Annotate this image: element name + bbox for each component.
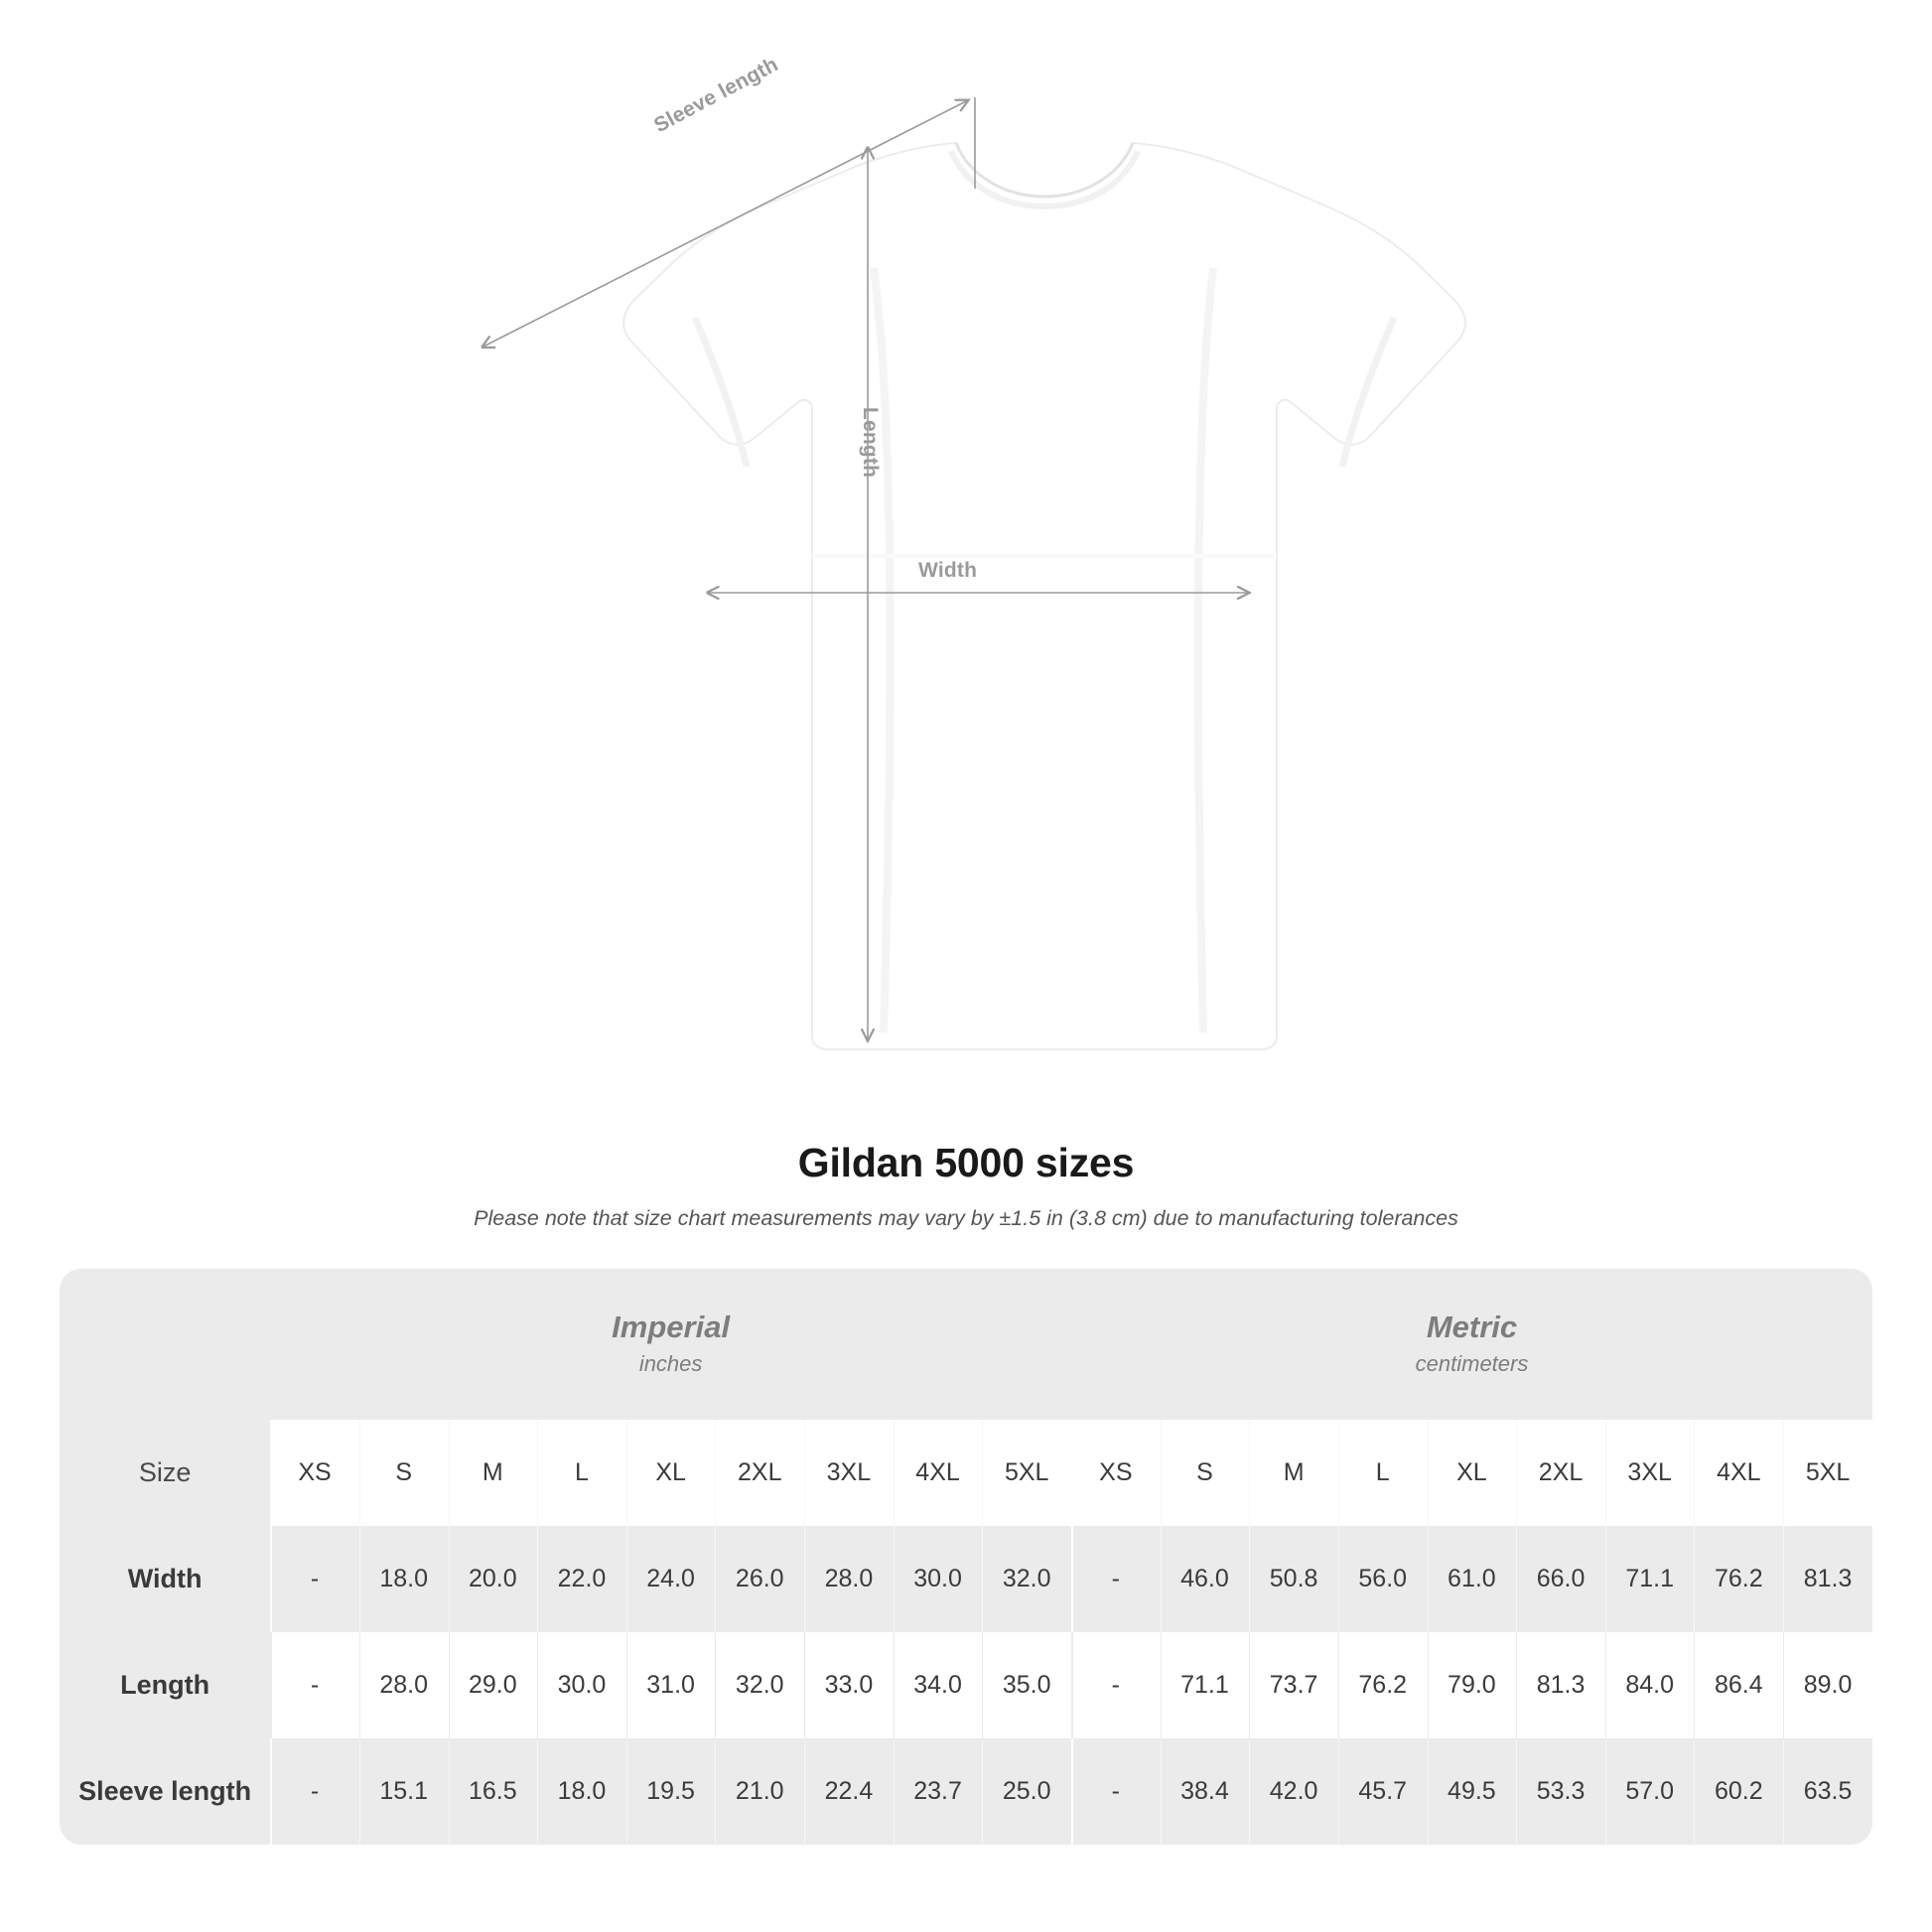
unit-row-spacer — [60, 1269, 270, 1420]
width-metric-m: 50.8 — [1249, 1526, 1338, 1632]
header-imperial-m: M — [449, 1420, 538, 1526]
header-metric-l: L — [1338, 1420, 1428, 1526]
length-metric-s: 71.1 — [1161, 1632, 1250, 1738]
header-metric-xs: XS — [1071, 1420, 1161, 1526]
length-metric-4xl: 86.4 — [1694, 1632, 1783, 1738]
length-metric-xs: - — [1071, 1632, 1161, 1738]
row-label-sleeve-length: Sleeve length — [60, 1738, 270, 1845]
unit-imperial-name: Imperial — [612, 1310, 731, 1345]
sleeve-imperial-4xl: 23.7 — [894, 1738, 983, 1845]
header-metric-xl: XL — [1428, 1420, 1517, 1526]
width-metric-xs: - — [1071, 1526, 1161, 1632]
sleeve-imperial-s: 15.1 — [359, 1738, 449, 1845]
length-imperial-2xl: 32.0 — [715, 1632, 804, 1738]
length-imperial-4xl: 34.0 — [894, 1632, 983, 1738]
length-imperial-xs: - — [270, 1632, 359, 1738]
header-metric-m: M — [1249, 1420, 1338, 1526]
header-imperial-4xl: 4XL — [894, 1420, 983, 1526]
length-imperial-xl: 31.0 — [626, 1632, 716, 1738]
header-imperial-xl: XL — [626, 1420, 716, 1526]
width-imperial-xl: 24.0 — [626, 1526, 716, 1632]
row-label-width: Width — [60, 1526, 270, 1632]
unit-header-row — [60, 1269, 1872, 1420]
tshirt-shape — [623, 143, 1465, 1049]
header-imperial-3xl: 3XL — [804, 1420, 894, 1526]
length-metric-3xl: 84.0 — [1605, 1632, 1695, 1738]
row-label-length: Length — [60, 1632, 270, 1738]
sleeve-imperial-xs: - — [270, 1738, 359, 1845]
table-row — [60, 1526, 1872, 1632]
width-imperial-l: 22.0 — [537, 1526, 626, 1632]
width-imperial-4xl: 30.0 — [894, 1526, 983, 1632]
sleeve-metric-4xl: 60.2 — [1694, 1738, 1783, 1845]
header-metric-s: S — [1161, 1420, 1250, 1526]
length-metric-2xl: 81.3 — [1516, 1632, 1605, 1738]
length-metric-5xl: 89.0 — [1783, 1632, 1872, 1738]
header-metric-3xl: 3XL — [1605, 1420, 1695, 1526]
width-label: Width — [918, 559, 978, 582]
header-imperial-5xl: 5XL — [982, 1420, 1071, 1526]
width-metric-5xl: 81.3 — [1783, 1526, 1872, 1632]
width-imperial-m: 20.0 — [449, 1526, 538, 1632]
width-imperial-5xl: 32.0 — [982, 1526, 1071, 1632]
size-table-wrapper — [60, 1269, 1872, 1845]
sleeve-imperial-3xl: 22.4 — [804, 1738, 894, 1845]
length-metric-xl: 79.0 — [1428, 1632, 1517, 1738]
sleeve-imperial-l: 18.0 — [537, 1738, 626, 1845]
size-table — [60, 1269, 1872, 1845]
width-imperial-2xl: 26.0 — [715, 1526, 804, 1632]
table-row — [60, 1632, 1872, 1738]
page-title: Gildan 5000 sizes — [797, 1140, 1135, 1185]
width-metric-l: 56.0 — [1338, 1526, 1428, 1632]
size-header-row — [60, 1420, 1872, 1526]
sleeve-imperial-5xl: 25.0 — [982, 1738, 1071, 1845]
length-label: Length — [859, 407, 882, 479]
sleeve-metric-s: 38.4 — [1161, 1738, 1250, 1845]
sleeve-metric-xs: - — [1071, 1738, 1161, 1845]
header-imperial-xs: XS — [270, 1420, 359, 1526]
length-imperial-5xl: 35.0 — [982, 1632, 1071, 1738]
table-row — [60, 1738, 1872, 1845]
width-metric-xl: 61.0 — [1428, 1526, 1517, 1632]
length-metric-m: 73.7 — [1249, 1632, 1338, 1738]
header-imperial-2xl: 2XL — [715, 1420, 804, 1526]
unit-imperial-sub: inches — [638, 1350, 703, 1376]
width-imperial-3xl: 28.0 — [804, 1526, 894, 1632]
header-metric-5xl: 5XL — [1783, 1420, 1872, 1526]
sleeve-imperial-2xl: 21.0 — [715, 1738, 804, 1845]
width-imperial-s: 18.0 — [359, 1526, 449, 1632]
sleeve-metric-5xl: 63.5 — [1783, 1738, 1872, 1845]
tolerance-note: Please note that size chart measurements may vary by ±1.5 in (3.8 cm) due to manufacturing tolerances — [474, 1206, 1458, 1230]
unit-metric — [1071, 1269, 1872, 1420]
sleeve-metric-xl: 49.5 — [1428, 1738, 1517, 1845]
sleeve-metric-3xl: 57.0 — [1605, 1738, 1695, 1845]
sleeve-metric-l: 45.7 — [1338, 1738, 1428, 1845]
header-imperial-s: S — [359, 1420, 449, 1526]
length-imperial-l: 30.0 — [537, 1632, 626, 1738]
length-imperial-3xl: 33.0 — [804, 1632, 894, 1738]
length-metric-l: 76.2 — [1338, 1632, 1428, 1738]
width-metric-3xl: 71.1 — [1605, 1526, 1695, 1632]
title-block — [0, 1140, 1932, 1231]
unit-metric-sub: centimeters — [1415, 1350, 1529, 1376]
length-imperial-s: 28.0 — [359, 1632, 449, 1738]
sleeve-imperial-xl: 19.5 — [626, 1738, 716, 1845]
header-metric-4xl: 4XL — [1694, 1420, 1783, 1526]
header-metric-2xl: 2XL — [1516, 1420, 1605, 1526]
width-imperial-xs: - — [270, 1526, 359, 1632]
header-imperial-l: L — [537, 1420, 626, 1526]
width-metric-s: 46.0 — [1161, 1526, 1250, 1632]
width-metric-4xl: 76.2 — [1694, 1526, 1783, 1632]
sleeve-metric-m: 42.0 — [1249, 1738, 1338, 1845]
sleeve-imperial-m: 16.5 — [449, 1738, 538, 1845]
sleeve-metric-2xl: 53.3 — [1516, 1738, 1605, 1845]
size-header-label: Size — [60, 1420, 270, 1526]
length-imperial-m: 29.0 — [449, 1632, 538, 1738]
width-metric-2xl: 66.0 — [1516, 1526, 1605, 1632]
unit-metric-name: Metric — [1426, 1310, 1518, 1345]
unit-imperial — [270, 1269, 1071, 1420]
sleeve-length-label: Sleeve length — [650, 53, 782, 138]
